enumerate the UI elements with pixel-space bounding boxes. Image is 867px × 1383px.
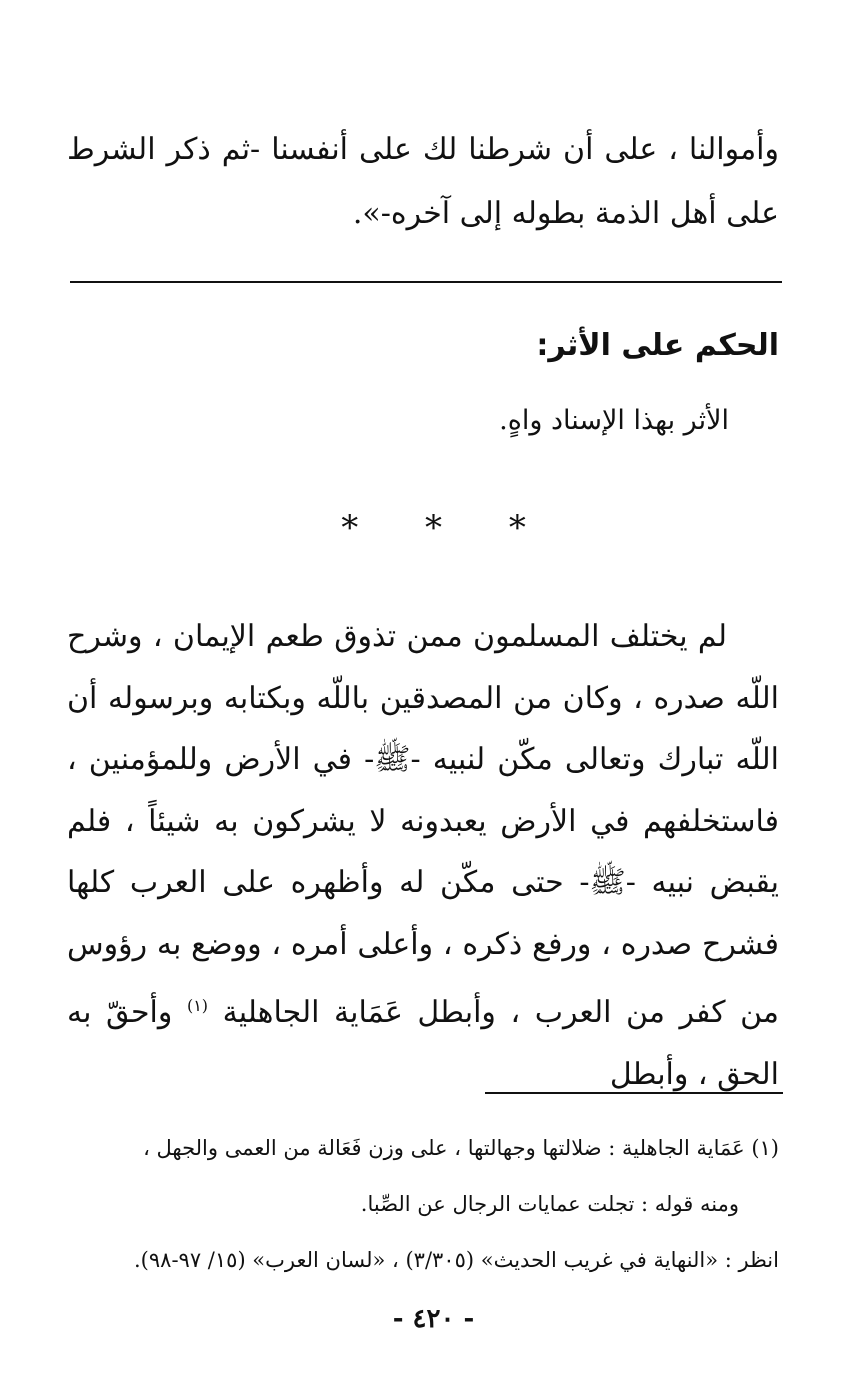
section-heading: الحكم على الأثر:: [536, 328, 779, 363]
footnote-reference-line: انظر : «النهاية في غريب الحديث» (٣/٣٠٥) ، «لسان العرب» (١٥/ ٩٧-٩٨).: [134, 1248, 779, 1272]
footnote-reference: (١): [186, 996, 209, 1015]
asterisk-icon: *: [341, 508, 359, 548]
main-paragraph: [67, 606, 779, 1105]
footnote-line: (١) عَمَاية الجاهلية : ضلالتها وجهالتها ، على وزن فَعَالة من العمى والجهل ،: [143, 1136, 779, 1160]
footnote-divider: [485, 1092, 783, 1094]
asterisk-icon: *: [425, 508, 442, 548]
footnote-line: ومنه قوله : تجلت عمايات الرجال عن الصِّبا.: [360, 1192, 739, 1216]
page-number: - ٤٢٠ -: [392, 1304, 475, 1334]
main-paragraph-text-part1: لم يختلف المسلمون ممن تذوق طعم الإيمان ، وشرح اللّه صدره ، وكان من المصدقين باللّه وبكتابه وبرسوله أن اللّه تبارك وتعالى مكّن لنبيه -ﷺ- في الأرض وللمؤمنين ، فاستخلفهم في الأرض يعبدونه لا يشركون به شيئاً ، فلم يقبض نبيه -ﷺ- حتى مكّن له وأظهره على العرب كلها فشرح صدره ، ورفع ذكره ، وأعلى أمره ، ووضع به رؤوس من كفر من العرب ، وأبطل عَمَاية الجاهلية: [67, 619, 779, 1030]
footnotes: [67, 1120, 779, 1288]
section-divider: [70, 281, 782, 283]
asterisk-separator: [0, 508, 867, 548]
main-paragraph-text-part2: وأحقّ به الحق ، وأبطل: [67, 995, 779, 1092]
verdict-text: الأثر بهذا الإسناد واهٍ.: [499, 405, 729, 436]
asterisk-icon: *: [508, 508, 526, 548]
intro-paragraph: وأموالنا ، على أن شرطنا لك على أنفسنا -ثم ذكر الشرط على أهل الذمة بطوله إلى آخره-».: [67, 132, 779, 231]
